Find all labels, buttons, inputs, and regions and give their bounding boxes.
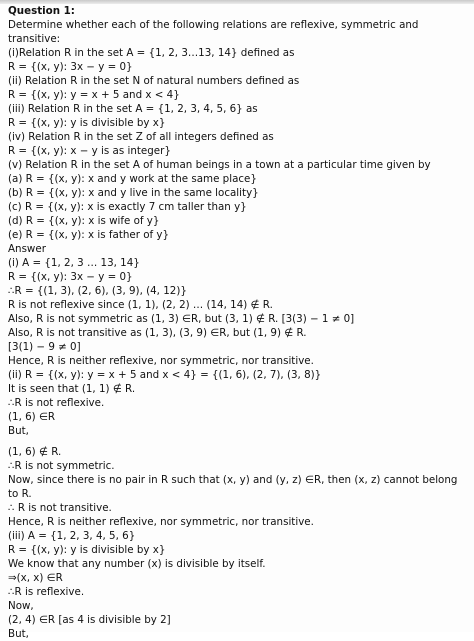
text-line: But, <box>8 425 29 437</box>
document-text-body <box>8 4 474 641</box>
text-line: (2, 4) ∈R [as 4 is divisible by 2] <box>8 614 171 626</box>
text-line: ∴R = {(1, 3), (2, 6), (3, 9), (4, 12)} <box>8 285 187 297</box>
text-line: (iv) Relation R in the set Z of all integers defined as <box>8 131 274 143</box>
answer-heading: Answer <box>8 243 46 255</box>
text-line: (iii) Relation R in the set A = {1, 2, 3, 4, 5, 6} as <box>8 103 258 115</box>
text-line: Hence, R is neither reflexive, nor symmetric, nor transitive. <box>8 355 314 367</box>
text-line: transitive: <box>8 33 61 45</box>
text-line: (e) R = {(x, y): x is father of y} <box>8 229 170 241</box>
text-line: [3(1) − 9 ≠ 0] <box>8 341 81 353</box>
text-line: (i) A = {1, 2, 3 … 13, 14} <box>8 257 140 269</box>
text-line: R = {(x, y): y is divisible by x} <box>8 117 166 129</box>
text-line: (c) R = {(x, y): x is exactly 7 cm taller than y} <box>8 201 247 213</box>
text-line: R = {(x, y): 3x − y = 0} <box>8 61 133 73</box>
text-line: R = {(x, y): y is divisible by x} <box>8 544 166 556</box>
text-line: R = {(x, y): y = x + 5 and x < 4} <box>8 89 180 101</box>
text-line: (i)Relation R in the set A = {1, 2, 3…13, 14} defined as <box>8 47 295 59</box>
text-line: But, <box>8 628 29 640</box>
text-line: Also, R is not transitive as (1, 3), (3, 9) ∈R, but (1, 9) ∉ R. <box>8 327 307 339</box>
text-line: (a) R = {(x, y): x and y work at the same place} <box>8 173 257 185</box>
text-line: R = {(x, y): 3x − y = 0} <box>8 271 133 283</box>
text-line: Now, since there is no pair in R such that (x, y) and (y, z) ∈R, then (x, z) cannot belong <box>8 474 458 486</box>
text-line: to R. <box>8 488 32 500</box>
text-line: (d) R = {(x, y): x is wife of y} <box>8 215 160 227</box>
text-line: ∴ R is not transitive. <box>8 502 112 514</box>
text-line: Now, <box>8 600 34 612</box>
text-line: We know that any number (x) is divisible by itself. <box>8 558 266 570</box>
text-line: ∴R is not reflexive. <box>8 397 105 409</box>
text-line: Determine whether each of the following relations are reflexive, symmetric and <box>8 19 419 31</box>
text-line: (ii) R = {(x, y): y = x + 5 and x < 4} = {(1, 6), (2, 7), (3, 8)} <box>8 369 322 381</box>
text-line: R is not reflexive since (1, 1), (2, 2) … (14, 14) ∉ R. <box>8 299 273 311</box>
text-line: (b) R = {(x, y): x and y live in the same locality} <box>8 187 259 199</box>
text-line: ∴R is not symmetric. <box>8 460 115 472</box>
text-line: R = {(x, y): x − y is as integer} <box>8 145 171 157</box>
text-line: ⇒(x, x) ∈R <box>8 572 63 584</box>
text-line: (1, 6) ∈R <box>8 411 56 423</box>
text-line: (v) Relation R in the set A of human beings in a town at a particular time given by <box>8 159 431 171</box>
text-line: ∴R is reflexive. <box>8 586 85 598</box>
question-heading: Question 1: <box>8 5 75 17</box>
text-line: Hence, R is neither reflexive, nor symmetric, nor transitive. <box>8 516 314 528</box>
text-line: (iii) A = {1, 2, 3, 4, 5, 6} <box>8 530 136 542</box>
text-line: (1, 6) ∉ R. <box>8 446 62 458</box>
text-line: Also, R is not symmetric as (1, 3) ∈R, but (3, 1) ∉ R. [3(3) − 1 ≠ 0] <box>8 313 355 325</box>
text-line: It is seen that (1, 1) ∉ R. <box>8 383 136 395</box>
text-line: (ii) Relation R in the set N of natural numbers defined as <box>8 75 300 87</box>
